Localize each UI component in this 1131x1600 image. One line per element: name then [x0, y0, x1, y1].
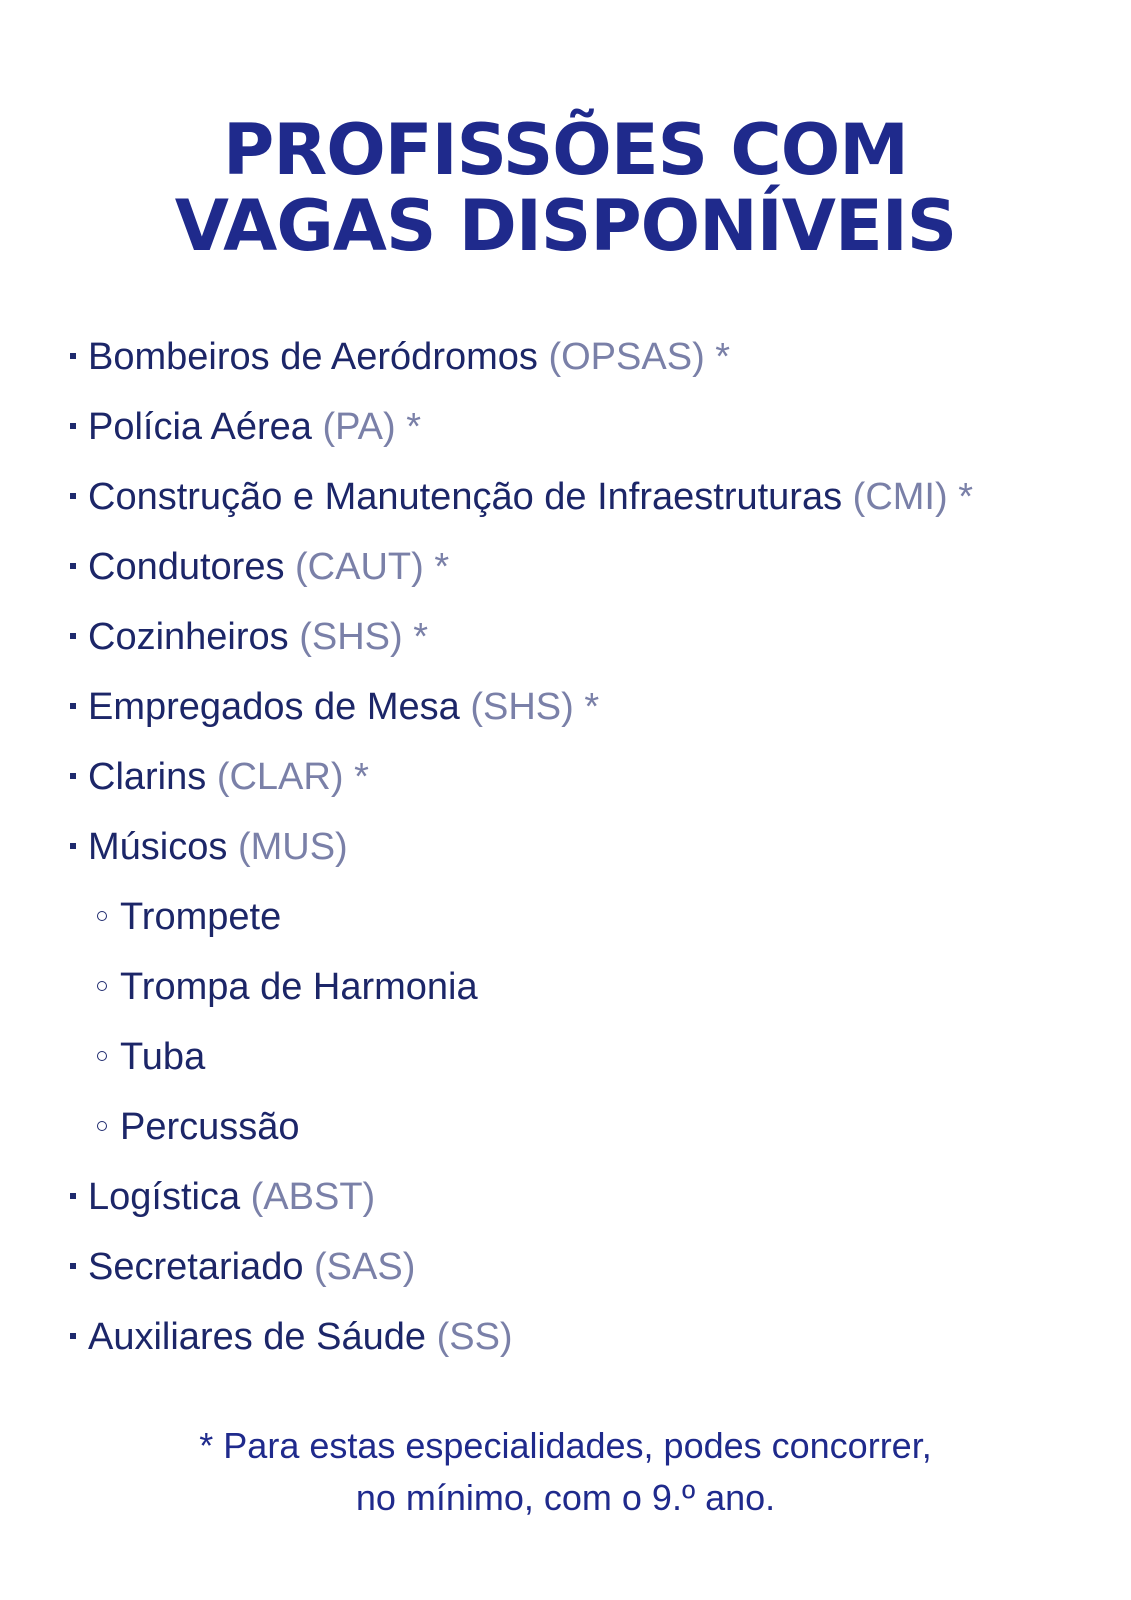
circle-bullet-icon	[97, 1051, 107, 1061]
profession-code: (OPSAS)	[548, 336, 705, 378]
square-bullet-icon	[70, 633, 76, 639]
profession-name: Cozinheiros	[88, 616, 289, 658]
sub-list-item	[0, 1022, 1131, 1092]
profession-name: Músicos	[88, 826, 228, 868]
profession-name: Bombeiros de Aeródromos	[88, 336, 538, 378]
list-item	[0, 672, 1131, 742]
title-line-1: PROFISSÕES COM	[223, 109, 908, 191]
list-item	[0, 1162, 1131, 1232]
square-bullet-icon	[70, 353, 76, 359]
list-item	[0, 1302, 1131, 1372]
profession-name: Secretariado	[88, 1246, 304, 1288]
asterisk-mark: *	[434, 546, 450, 588]
page-title	[0, 109, 1131, 267]
footnote-line-1: * Para estas especialidades, podes concorrer,	[199, 1425, 932, 1466]
profession-code: (SHS)	[470, 686, 574, 728]
square-bullet-icon	[70, 1193, 76, 1199]
square-bullet-icon	[70, 423, 76, 429]
square-bullet-icon	[70, 563, 76, 569]
profession-code: (SS)	[436, 1316, 513, 1358]
instrument-name: Tuba	[120, 1036, 206, 1078]
profession-code: (PA)	[322, 406, 396, 448]
circle-bullet-icon	[97, 1121, 107, 1131]
profession-code: (CMI)	[852, 476, 948, 518]
profession-name: Condutores	[88, 546, 285, 588]
list-item	[0, 462, 1131, 532]
profession-code: (CLAR)	[216, 756, 344, 798]
square-bullet-icon	[70, 703, 76, 709]
circle-bullet-icon	[97, 911, 107, 921]
sub-list-item	[0, 882, 1131, 952]
profession-code: (SAS)	[314, 1246, 416, 1288]
list-item	[0, 812, 1131, 882]
asterisk-mark: *	[413, 616, 429, 658]
instrument-name: Trompete	[120, 896, 282, 938]
asterisk-mark: *	[584, 686, 600, 728]
footnote-line-2: no mínimo, com o 9.º ano.	[355, 1477, 776, 1518]
profession-name: Auxiliares de Sáude	[88, 1316, 426, 1358]
square-bullet-icon	[70, 773, 76, 779]
profession-code: (CAUT)	[295, 546, 424, 588]
square-bullet-icon	[70, 1333, 76, 1339]
list-item	[0, 322, 1131, 392]
list-item	[0, 742, 1131, 812]
profession-name: Construção e Manutenção de Infraestruturas	[88, 476, 843, 518]
list-item	[0, 602, 1131, 672]
profession-name: Polícia Aérea	[88, 406, 312, 448]
asterisk-mark: *	[406, 406, 422, 448]
professions-list	[0, 322, 1131, 1372]
asterisk-mark: *	[958, 476, 973, 518]
list-item	[0, 532, 1131, 602]
profession-name: Empregados de Mesa	[88, 686, 460, 728]
profession-code: (ABST)	[250, 1176, 376, 1218]
square-bullet-icon	[70, 493, 76, 499]
asterisk-mark: *	[715, 336, 731, 378]
profession-name: Logística	[88, 1176, 241, 1218]
circle-bullet-icon	[97, 981, 107, 991]
title-line-2: VAGAS DISPONÍVEIS	[174, 185, 957, 267]
instrument-name: Percussão	[120, 1106, 300, 1148]
asterisk-mark: *	[354, 756, 369, 798]
profession-name: Clarins	[88, 756, 207, 798]
list-item	[0, 1232, 1131, 1302]
square-bullet-icon	[70, 1263, 76, 1269]
profession-code: (MUS)	[237, 826, 348, 868]
square-bullet-icon	[70, 843, 76, 849]
profession-code: (SHS)	[299, 616, 403, 658]
footnote	[0, 1420, 1131, 1524]
instrument-name: Trompa de Harmonia	[120, 966, 478, 1008]
sub-list-item	[0, 1092, 1131, 1162]
sub-list-item	[0, 952, 1131, 1022]
list-item	[0, 392, 1131, 462]
